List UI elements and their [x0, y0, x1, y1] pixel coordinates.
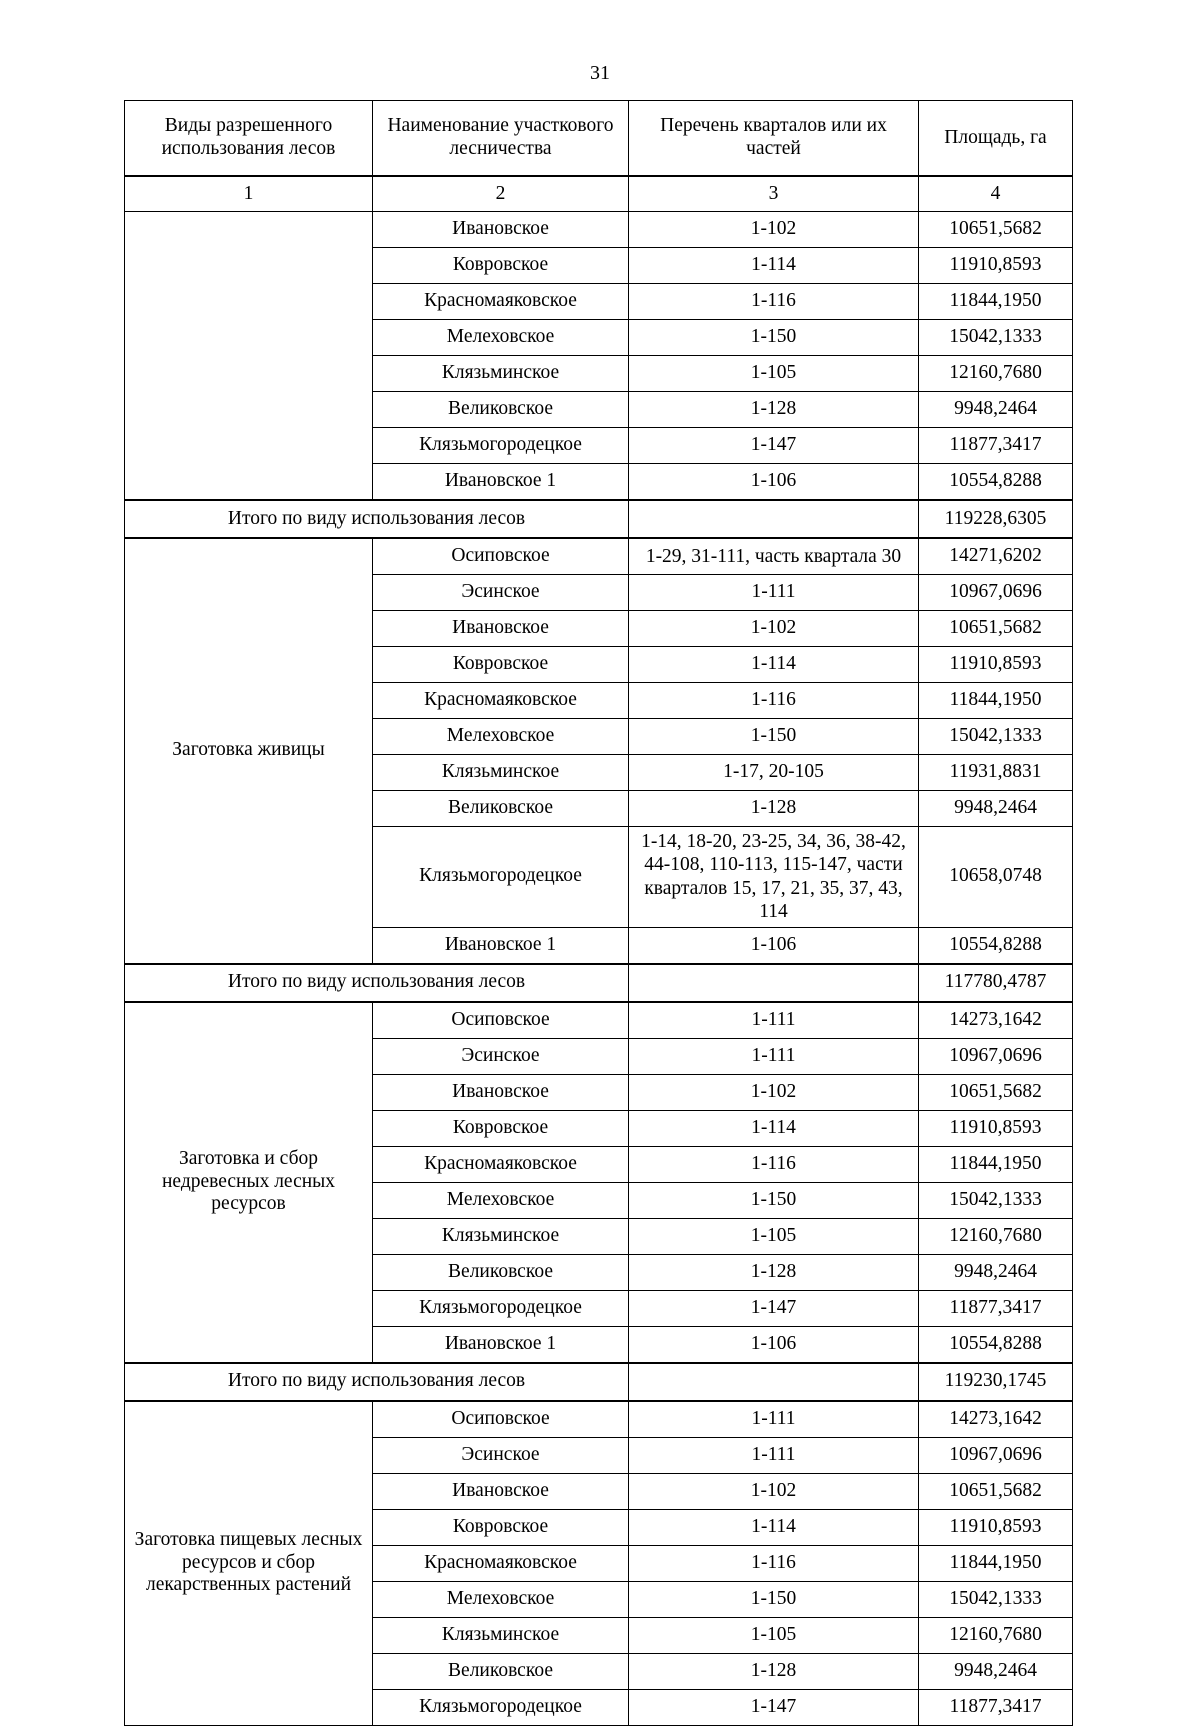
cell-area: 11877,3417	[919, 1689, 1073, 1725]
cell-quarters: 1-150	[629, 719, 919, 755]
cell-area: 10554,8288	[919, 464, 1073, 501]
cell-area: 10651,5682	[919, 212, 1073, 248]
cell-quarters: 1-106	[629, 464, 919, 501]
cell-quarters: 1-114	[629, 1110, 919, 1146]
cell-use-type	[125, 212, 373, 501]
cell-quarters: 1-102	[629, 212, 919, 248]
cell-quarters: 1-105	[629, 356, 919, 392]
table-head	[125, 101, 1073, 212]
cell-area: 10651,5682	[919, 1074, 1073, 1110]
cell-forestry-name: Эсинское	[373, 1437, 629, 1473]
cell-quarters: 1-17, 20-105	[629, 755, 919, 791]
cell-quarters: 1-29, 31-111, часть квартала 30	[629, 538, 919, 575]
cell-quarters: 1-106	[629, 927, 919, 964]
cell-quarters: 1-116	[629, 1146, 919, 1182]
cell-forestry-name: Осиповское	[373, 538, 629, 575]
cell-area: 10651,5682	[919, 611, 1073, 647]
cell-forestry-name: Клязьмогородецкое	[373, 1689, 629, 1725]
cell-use-type: Заготовка и сбор недревесных лесных ресурсов	[125, 1002, 373, 1363]
cell-quarters: 1-150	[629, 1182, 919, 1218]
cell-forestry-name: Ивановское	[373, 1074, 629, 1110]
column-number-1: 1	[125, 176, 373, 212]
cell-area: 11844,1950	[919, 1146, 1073, 1182]
cell-forestry-name: Клязьмогородецкое	[373, 1290, 629, 1326]
table-row	[125, 212, 1073, 248]
cell-quarters: 1-116	[629, 1545, 919, 1581]
cell-quarters: 1-150	[629, 320, 919, 356]
cell-area: 15042,1333	[919, 719, 1073, 755]
cell-quarters: 1-14, 18-20, 23-25, 34, 36, 38-42, 44-108, 110-113, 115-147, части кварталов 15, 17, 21, 35, 37, 43, 114	[629, 827, 919, 928]
cell-area: 10658,0748	[919, 827, 1073, 928]
column-header-quarters: Перечень кварталов или их частей	[629, 101, 919, 177]
cell-area: 9948,2464	[919, 1254, 1073, 1290]
column-number-3: 3	[629, 176, 919, 212]
cell-quarters: 1-128	[629, 791, 919, 827]
column-number-4: 4	[919, 176, 1073, 212]
total-quarters-empty	[629, 500, 919, 538]
cell-area: 14271,6202	[919, 538, 1073, 575]
cell-quarters: 1-105	[629, 1218, 919, 1254]
table-row	[125, 538, 1073, 575]
cell-quarters: 1-116	[629, 284, 919, 320]
cell-quarters: 1-111	[629, 1401, 919, 1438]
cell-forestry-name: Клязьминское	[373, 755, 629, 791]
cell-use-type: Заготовка пищевых лесных ресурсов и сбор лекарственных растений	[125, 1401, 373, 1726]
cell-area: 11844,1950	[919, 284, 1073, 320]
column-header-use-type: Виды разрешенного использования лесов	[125, 101, 373, 177]
cell-forestry-name: Эсинское	[373, 575, 629, 611]
total-quarters-empty	[629, 964, 919, 1002]
page-number: 31	[590, 62, 610, 84]
cell-forestry-name: Великовское	[373, 791, 629, 827]
cell-area: 11931,8831	[919, 755, 1073, 791]
cell-area: 10554,8288	[919, 1326, 1073, 1363]
cell-quarters: 1-111	[629, 1002, 919, 1039]
cell-area: 15042,1333	[919, 1581, 1073, 1617]
cell-forestry-name: Эсинское	[373, 1038, 629, 1074]
total-label: Итого по виду использования лесов	[125, 964, 629, 1002]
cell-forestry-name: Ковровское	[373, 647, 629, 683]
cell-forestry-name: Красномаяковское	[373, 1146, 629, 1182]
cell-forestry-name: Великовское	[373, 1653, 629, 1689]
cell-quarters: 1-114	[629, 248, 919, 284]
cell-forestry-name: Клязьминское	[373, 1218, 629, 1254]
column-header-area: Площадь, га	[919, 101, 1073, 177]
cell-area: 11844,1950	[919, 1545, 1073, 1581]
cell-area: 9948,2464	[919, 791, 1073, 827]
cell-quarters: 1-114	[629, 1509, 919, 1545]
cell-area: 11910,8593	[919, 1509, 1073, 1545]
total-area-value: 119230,1745	[919, 1363, 1073, 1401]
table-body	[125, 212, 1073, 1726]
cell-forestry-name: Красномаяковское	[373, 1545, 629, 1581]
cell-area: 10967,0696	[919, 575, 1073, 611]
cell-forestry-name: Ивановское	[373, 611, 629, 647]
table-row	[125, 1401, 1073, 1438]
cell-forestry-name: Ковровское	[373, 1509, 629, 1545]
cell-forestry-name: Мелеховское	[373, 320, 629, 356]
cell-forestry-name: Мелеховское	[373, 1182, 629, 1218]
cell-forestry-name: Великовское	[373, 1254, 629, 1290]
cell-area: 10967,0696	[919, 1038, 1073, 1074]
cell-forestry-name: Осиповское	[373, 1401, 629, 1438]
cell-area: 10651,5682	[919, 1473, 1073, 1509]
cell-quarters: 1-105	[629, 1617, 919, 1653]
cell-quarters: 1-102	[629, 1473, 919, 1509]
cell-quarters: 1-147	[629, 1290, 919, 1326]
cell-quarters: 1-111	[629, 1038, 919, 1074]
cell-area: 9948,2464	[919, 1653, 1073, 1689]
cell-forestry-name: Клязьмогородецкое	[373, 827, 629, 928]
cell-quarters: 1-147	[629, 1689, 919, 1725]
cell-forestry-name: Мелеховское	[373, 1581, 629, 1617]
cell-area: 14273,1642	[919, 1401, 1073, 1438]
cell-area: 14273,1642	[919, 1002, 1073, 1039]
cell-quarters: 1-147	[629, 428, 919, 464]
cell-area: 12160,7680	[919, 356, 1073, 392]
cell-quarters: 1-116	[629, 683, 919, 719]
header-row	[125, 101, 1073, 177]
cell-forestry-name: Красномаяковское	[373, 284, 629, 320]
cell-forestry-name: Великовское	[373, 392, 629, 428]
total-row	[125, 964, 1073, 1002]
cell-area: 11910,8593	[919, 647, 1073, 683]
cell-area: 9948,2464	[919, 392, 1073, 428]
cell-forestry-name: Ивановское	[373, 1473, 629, 1509]
total-area-value: 117780,4787	[919, 964, 1073, 1002]
cell-area: 12160,7680	[919, 1218, 1073, 1254]
total-label: Итого по виду использования лесов	[125, 1363, 629, 1401]
cell-quarters: 1-102	[629, 611, 919, 647]
cell-area: 15042,1333	[919, 1182, 1073, 1218]
cell-forestry-name: Мелеховское	[373, 719, 629, 755]
cell-area: 15042,1333	[919, 320, 1073, 356]
cell-area: 11877,3417	[919, 428, 1073, 464]
cell-quarters: 1-106	[629, 1326, 919, 1363]
cell-quarters: 1-102	[629, 1074, 919, 1110]
cell-forestry-name: Ивановское	[373, 212, 629, 248]
column-number-2: 2	[373, 176, 629, 212]
cell-quarters: 1-128	[629, 392, 919, 428]
cell-area: 10967,0696	[919, 1437, 1073, 1473]
cell-quarters: 1-150	[629, 1581, 919, 1617]
cell-area: 11844,1950	[919, 683, 1073, 719]
cell-forestry-name: Ивановское 1	[373, 464, 629, 501]
cell-quarters: 1-114	[629, 647, 919, 683]
total-row	[125, 1363, 1073, 1401]
cell-forestry-name: Ковровское	[373, 248, 629, 284]
column-header-forestry-name: Наименование участкового лесничества	[373, 101, 629, 177]
cell-quarters: 1-111	[629, 575, 919, 611]
cell-quarters: 1-128	[629, 1653, 919, 1689]
cell-area: 10554,8288	[919, 927, 1073, 964]
cell-area: 11910,8593	[919, 248, 1073, 284]
forest-use-table	[124, 100, 1073, 1726]
cell-forestry-name: Ивановское 1	[373, 927, 629, 964]
cell-quarters: 1-111	[629, 1437, 919, 1473]
cell-use-type: Заготовка живицы	[125, 538, 373, 964]
cell-forestry-name: Осиповское	[373, 1002, 629, 1039]
cell-forestry-name: Клязьминское	[373, 356, 629, 392]
cell-area: 11910,8593	[919, 1110, 1073, 1146]
cell-forestry-name: Клязьминское	[373, 1617, 629, 1653]
column-number-row	[125, 176, 1073, 212]
total-row	[125, 500, 1073, 538]
table-row	[125, 1002, 1073, 1039]
cell-forestry-name: Клязьмогородецкое	[373, 428, 629, 464]
total-area-value: 119228,6305	[919, 500, 1073, 538]
cell-area: 11877,3417	[919, 1290, 1073, 1326]
total-quarters-empty	[629, 1363, 919, 1401]
cell-quarters: 1-128	[629, 1254, 919, 1290]
forest-use-table-container	[124, 100, 1072, 1726]
total-label: Итого по виду использования лесов	[125, 500, 629, 538]
cell-area: 12160,7680	[919, 1617, 1073, 1653]
cell-forestry-name: Ивановское 1	[373, 1326, 629, 1363]
cell-forestry-name: Ковровское	[373, 1110, 629, 1146]
cell-forestry-name: Красномаяковское	[373, 683, 629, 719]
